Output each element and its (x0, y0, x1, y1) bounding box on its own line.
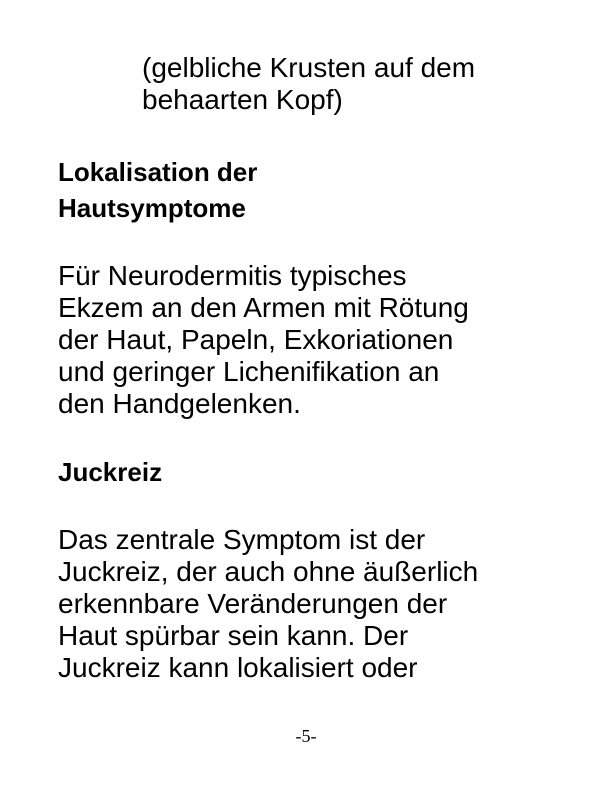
section-heading: Juckreiz (58, 457, 163, 487)
paragraph-line: Das zentrale Symptom ist der (58, 524, 426, 555)
paragraph-line: und geringer Lichenifikation an (58, 356, 440, 387)
section-itch (58, 454, 578, 684)
section-spacer (58, 490, 578, 524)
paragraph-line: Juckreiz, der auch ohne äußerlich (58, 556, 479, 587)
paragraph-line: den Handgelenken. (58, 388, 301, 419)
paragraph-line: der Haut, Papeln, Exkoriationen (58, 324, 454, 355)
paragraph-line: Juckreiz kann lokalisiert oder (58, 652, 418, 683)
intro-line: behaarten Kopf) (142, 84, 343, 115)
main-content (58, 154, 578, 684)
paragraph-line: Ekzem an den Armen mit Rötung (58, 292, 469, 323)
paragraph-line: Haut spürbar sein kann. Der (58, 620, 409, 651)
section-localisation (58, 154, 578, 420)
intro-line: (gelbliche Krusten auf dem (142, 52, 476, 83)
section-heading: Lokalisation der (58, 157, 258, 187)
section-spacer (58, 420, 578, 454)
paragraph-line: erkennbare Veränderungen der (58, 588, 448, 619)
page-number: -5- (295, 726, 317, 746)
section-heading: Hautsymptome (58, 193, 246, 223)
paragraph-line: Für Neurodermitis typisches (58, 260, 407, 291)
section-spacer (58, 226, 578, 260)
intro-continuation (142, 52, 582, 116)
